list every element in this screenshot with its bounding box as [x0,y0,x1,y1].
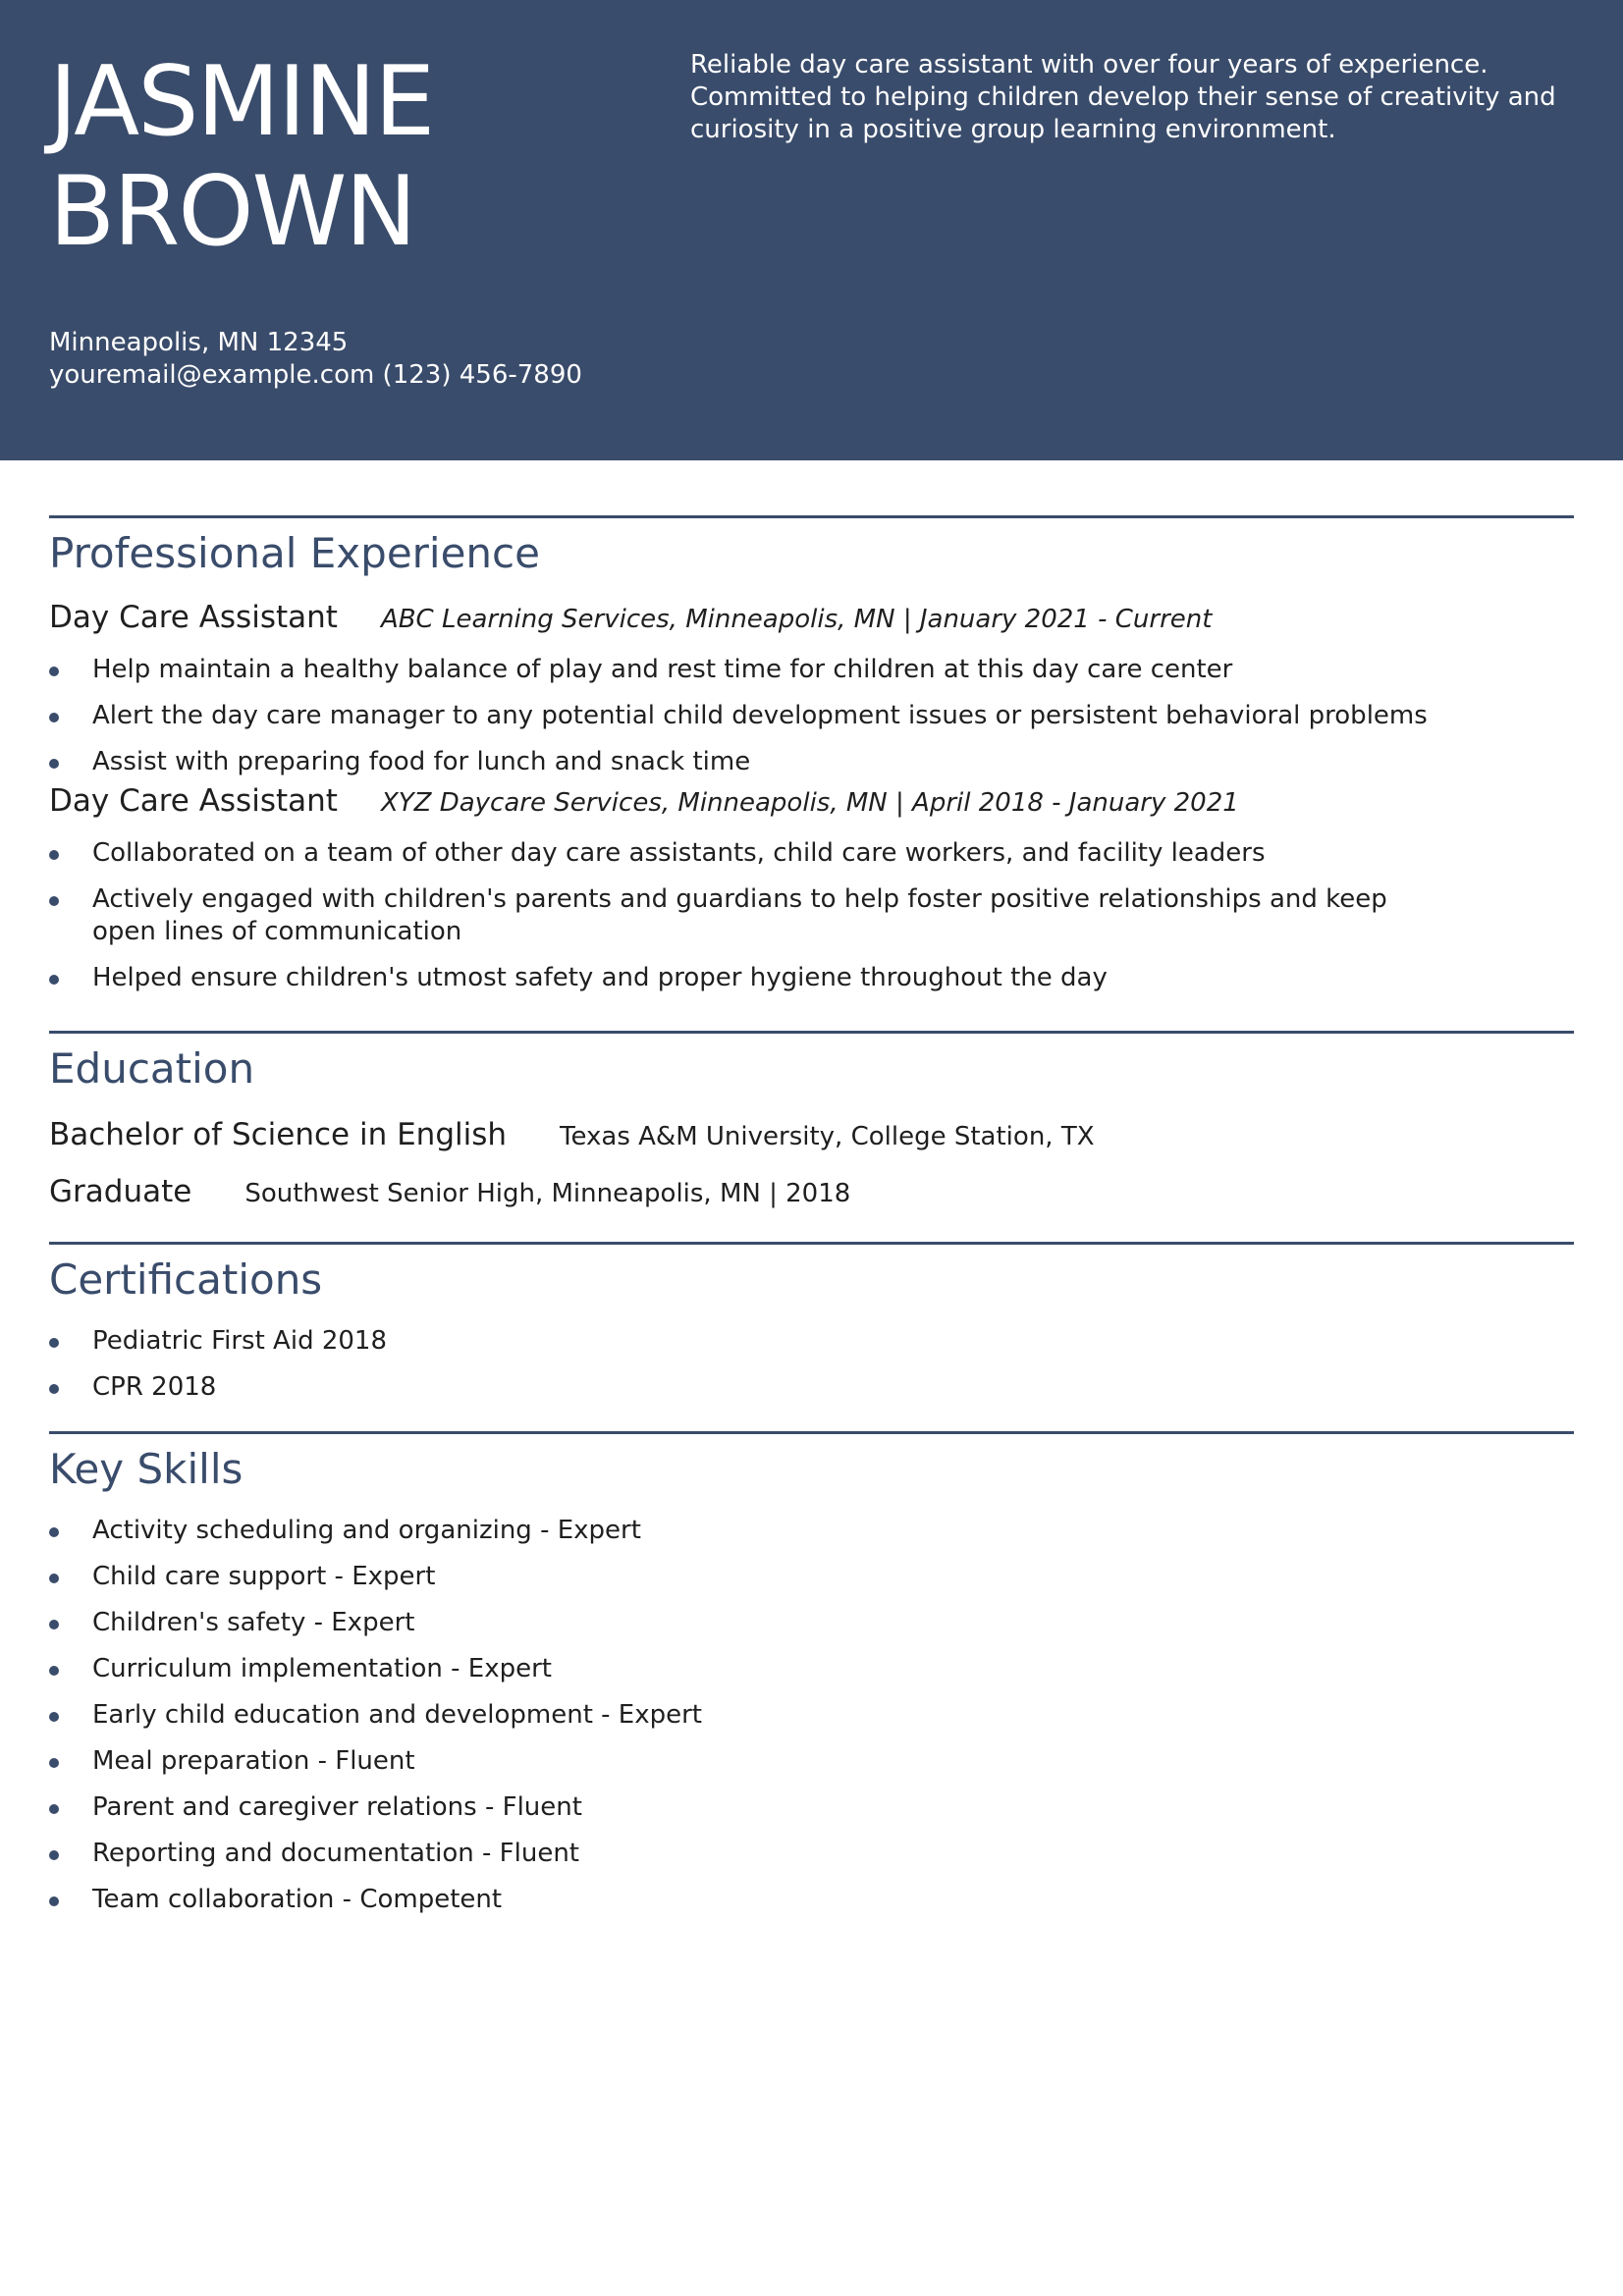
list-item: Activity scheduling and organizing - Expert [49,1515,1574,1547]
education-entry [49,1169,1574,1226]
education-entry [49,1112,1574,1169]
email-phone: youremail@example.com (123) 456-7890 [49,360,582,390]
job-duties [49,654,1574,778]
list-item: Reporting and documentation - Fluent [49,1838,1574,1870]
list-item: Team collaboration - Competent [49,1884,1574,1916]
job-employer-dates: XYZ Daycare Services, Minneapolis, MN | April 2018 - January 2021 [380,788,1239,818]
job-header [49,778,1574,824]
section-title-skills: Key Skills [49,1445,243,1493]
last-name: BROWN [49,156,415,268]
job-title: Day Care Assistant [49,600,338,635]
list-item: Children's safety - Expert [49,1607,1574,1639]
resume-body [49,515,1574,1945]
list-item: Collaborated on a team of other day care assistants, child care workers, and facility leaders [49,837,1574,870]
education-list [49,1112,1574,1226]
list-item: Parent and caregiver relations - Fluent [49,1791,1574,1824]
list-item: Curriculum implementation - Expert [49,1653,1574,1685]
list-item: Early child education and development - Expert [49,1699,1574,1732]
resume-header [0,0,1623,460]
school: Texas A&M University, College Station, TX [560,1122,1095,1151]
job-title: Day Care Assistant [49,783,338,819]
list-item: Child care support - Expert [49,1561,1574,1593]
list-item: Actively engaged with children's parents and guardians to help foster positive relationships and keep open lines of communication [49,883,1574,948]
list-item: Pediatric First Aid 2018 [49,1325,1574,1358]
job-employer-dates: ABC Learning Services, Minneapolis, MN | January 2021 - Current [380,605,1213,634]
list-item: Alert the day care manager to any potential child development issues or persistent behavioral problems [49,700,1574,732]
job-entry [49,778,1574,994]
section-title-experience: Professional Experience [49,529,540,577]
professional-summary: Reliable day care assistant with over four years of experience. Committed to helping children develop their sense of creativity and curiosity in a positive group learning environment. [690,50,1556,144]
list-item: Helped ensure children's utmost safety and proper hygiene throughout the day [49,962,1574,994]
contact-info [49,327,582,392]
list-item: Help maintain a healthy balance of play and rest time for children at this day care center [49,654,1574,686]
section-title-certifications: Certifications [49,1255,323,1304]
location: Minneapolis, MN 12345 [49,328,349,357]
degree: Bachelor of Science in English [49,1117,508,1152]
list-item: CPR 2018 [49,1371,1574,1404]
list-item: Assist with preparing food for lunch and snack time [49,746,1574,778]
section-title-education: Education [49,1044,255,1093]
job-duties [49,837,1574,994]
job-entry [49,595,1574,778]
experience-section [49,515,1574,1031]
first-name: JASMINE [49,46,434,158]
skills-list [49,1515,1574,1916]
candidate-name [49,47,638,267]
degree: Graduate [49,1174,192,1209]
certifications-section [49,1242,1574,1431]
education-section [49,1031,1574,1242]
school: Southwest Senior High, Minneapolis, MN | 2018 [244,1179,851,1208]
certification-list [49,1325,1574,1404]
skills-section [49,1431,1574,1945]
list-item: Meal preparation - Fluent [49,1745,1574,1778]
job-header [49,595,1574,640]
